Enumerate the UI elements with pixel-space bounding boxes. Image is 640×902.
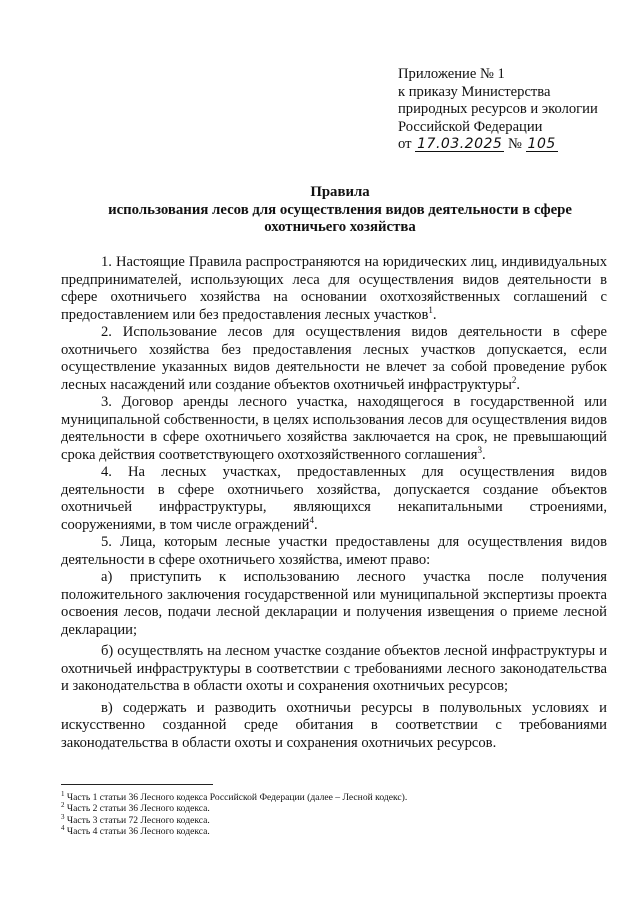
- footnote-separator: [61, 784, 213, 785]
- footnote-2-number: 2: [61, 801, 65, 810]
- appendix-order-line: к приказу Министерства: [398, 83, 551, 100]
- footnote-3: [61, 812, 607, 826]
- footnote-ref-3: 3: [477, 444, 482, 455]
- footnote-2: [61, 803, 607, 814]
- paragraph-1: [61, 254, 607, 324]
- date-prefix: от: [398, 136, 416, 153]
- paragraph-5c: в) содержать и разводить охотничьи ресурсы в полувольных условиях и искусственно созданной среде обитания в соответствии с требованиями законодательства в области охоты и сохранения охотничьих ресурсов.: [61, 699, 607, 751]
- title-line-2: использования лесов для осуществления видов деятельности в сфере: [108, 201, 572, 218]
- footnote-4: [61, 826, 607, 837]
- paragraph-3: [61, 394, 607, 464]
- document-body: [61, 254, 607, 752]
- document-title: [60, 184, 620, 237]
- appendix-ministry-line: природных ресурсов и экологии: [398, 101, 598, 118]
- footnote-3-number: 3: [61, 812, 65, 821]
- footnote-1: [61, 789, 607, 803]
- paragraph-4: [61, 464, 607, 534]
- footnote-ref-1: 1: [428, 304, 433, 315]
- footnote-3-text: Часть 3 статьи 72 Лесного кодекса.: [64, 814, 210, 826]
- footnotes: [61, 789, 607, 838]
- footnote-4-number: 4: [61, 824, 65, 833]
- paragraph-5: 5. Лица, которым лесные участки предоставлены для осуществления видов деятельности в сфере охотничьего хозяйства, имеют право:: [61, 534, 607, 568]
- footnote-1-number: 1: [61, 789, 65, 798]
- paragraph-5a: а) приступить к использованию лесного участка после получения положительного заключения государственной или муниципальной экспертизы проекта освоения лесов, подачи лесной декларации и получения извещения о приеме лесной декларации;: [61, 569, 607, 638]
- paragraph-3-text: 3. Договор аренды лесного участка, находящегося в государственной или муниципальной собственности, в целях использования лесов для осуществления видов деятельности в сфере охотничьего хозяйства заключается на срок, не превышающий срока действия соответствующего охотхозяйственного соглашения: [61, 394, 607, 463]
- paragraph-5b: б) осуществлять на лесном участке создание объектов лесной инфраструктуры и охотничьей инфраструктуры в соответствии с требованиями лесного законодательства и законодательства в области охоты и сохранения охотничьих ресурсов;: [61, 643, 607, 694]
- appendix-title: Приложение № 1: [398, 66, 505, 82]
- number-prefix: №: [504, 136, 526, 153]
- footnote-1-text: Часть 1 статьи 36 Лесного кодекса Российской Федерации (далее – Лесной кодекс).: [64, 792, 408, 803]
- paragraph-2-text: 2. Использование лесов для осуществления видов деятельности в сфере охотничьего хозяйства без предоставления лесных участков допускается, если осуществление указанных видов деятельности не влечет за собой проведение рубок лесных насаждений или создание объектов охотничьей инфраструктуры: [61, 324, 607, 393]
- footnote-4-text: Часть 4 статьи 36 Лесного кодекса.: [64, 826, 210, 838]
- paragraph-2: [61, 324, 607, 394]
- order-date: 17.03.2025: [417, 136, 503, 153]
- footnote-ref-2: 2: [511, 374, 517, 385]
- footnote-ref-4: 4: [309, 514, 314, 525]
- footnote-2-text: Часть 2 статьи 36 Лесного кодекса.: [64, 803, 210, 815]
- appendix-block: [398, 66, 618, 154]
- paragraph-4-text: 4. На лесных участках, предоставленных для осуществления видов деятельности в сфере охотничьего хозяйства, допускается создание объектов охотничьей инфраструктуры, являющихся некапитальными строениями, сооружениями, в том числе ограждений: [61, 464, 607, 533]
- paragraph-1-end: .: [432, 306, 437, 323]
- paragraph-4-end: .: [313, 516, 318, 533]
- appendix-country-line: Российской Федерации: [398, 118, 543, 135]
- paragraph-3-end: .: [481, 446, 486, 463]
- paragraph-1-text: 1. Настоящие Правила распространяются на юридических лиц, индивидуальных предпринимателей, использующих леса для осуществления видов деятельности в сфере охотничьего хозяйства на основании охотхозяйственных соглашений с предоставлением или без предоставления лесных участков: [61, 254, 607, 323]
- paragraph-2-end: .: [516, 376, 521, 393]
- title-line-1: Правила: [310, 184, 370, 200]
- title-line-3: охотничьего хозяйства: [264, 219, 416, 235]
- order-number: 105: [527, 136, 556, 153]
- appendix-date-line: [398, 136, 618, 154]
